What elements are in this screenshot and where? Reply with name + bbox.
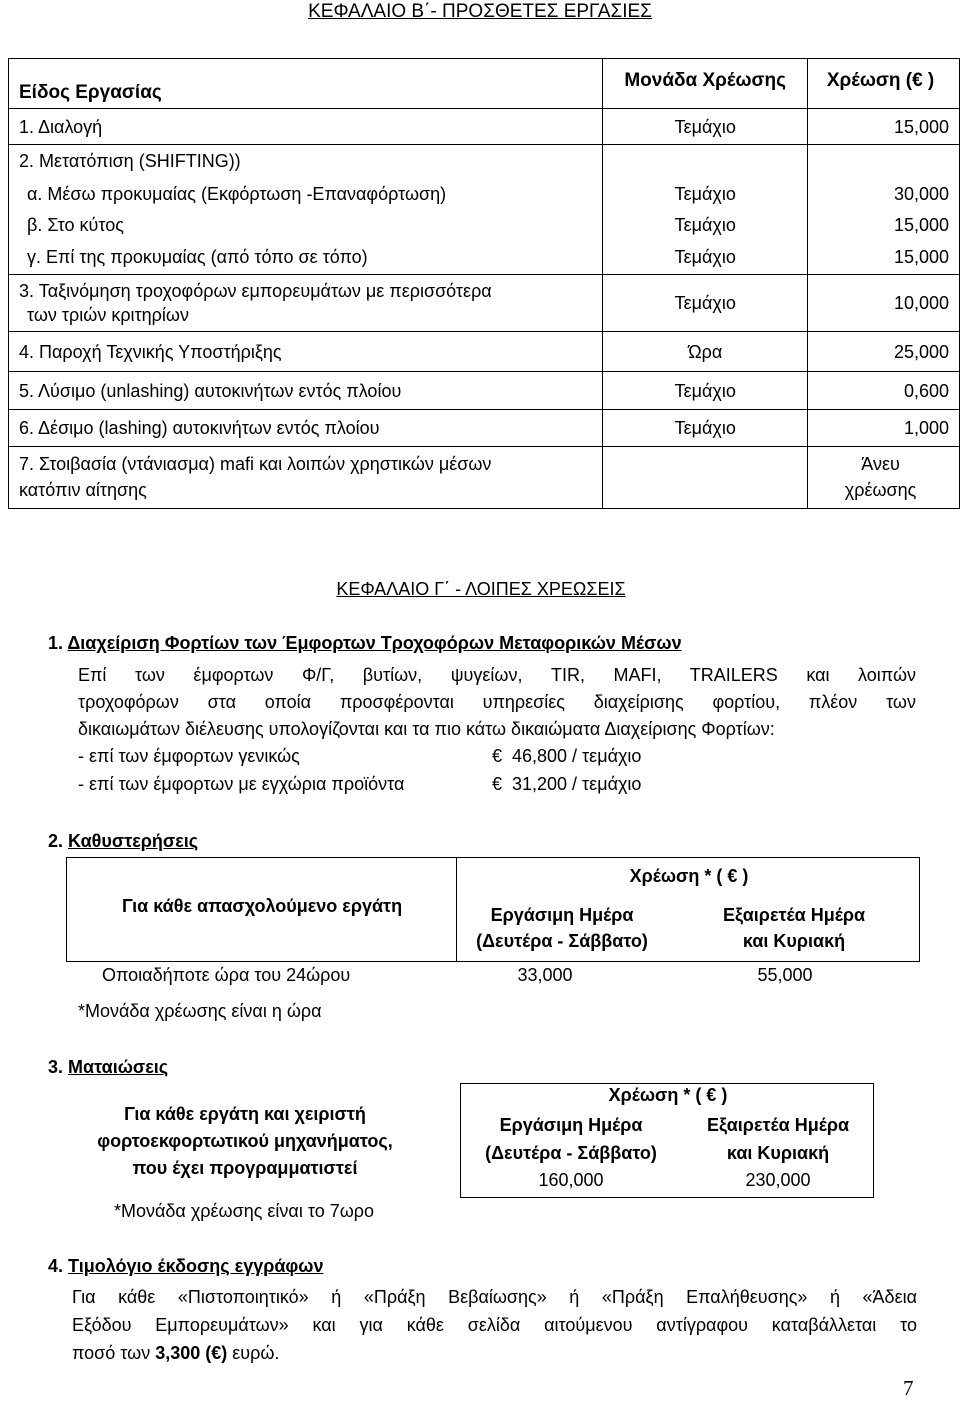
cancellations-value-workday: 160,000 [538, 1170, 604, 1190]
item1-heading-block: 1. Διαχείριση Φορτίων των Έμφορτων Τροχοφόρων Μεταφορικών Μέσων [48, 633, 682, 653]
item1-bullet-value: 31,200 / τεμάχιο [512, 774, 642, 794]
table-row: γ. Επί της προκυμαίας (από τόπο σε τόπο) Τεμάχιο 15,000 [9, 240, 960, 275]
item1-heading: Διαχείριση Φορτίων των Έμφορτων Τροχοφόρων Μεταφορικών Μέσων [67, 633, 682, 653]
delays-note: *Μονάδα χρέωσης είναι η ώρα [78, 1001, 322, 1021]
table-row: 1. Διαλογή Τεμάχιο 15,000 [9, 109, 960, 145]
delays-table-header [66, 857, 920, 962]
cancellations-value-holiday: 230,000 [745, 1170, 811, 1190]
item4-heading: Τιμολόγιο έκδοσης εγγράφων [68, 1256, 324, 1276]
euro-icon: € [492, 746, 503, 766]
item3-heading-block: 3. Ματαιώσεις [48, 1057, 169, 1077]
item1-bullet-value: 46,800 / τεμάχιο [512, 746, 642, 766]
page-number: 7 [903, 1376, 914, 1400]
item3-heading: Ματαιώσεις [68, 1057, 169, 1077]
cancellations-col-holiday: Εξαιρετέα Ημέρα και Κυριακή [706, 1115, 850, 1163]
item1-para-line: δικαιωμάτων διέλευσης υπολογίζονται και τα πιο κάτω δικαιώματα Διαχείρισης Φορτίων: [78, 719, 775, 739]
section-c-title: ΚΕΦΑΛΑΙΟ Γ΄ - ΛΟΙΠΕΣ ΧΡΕΩΣΕΙΣ [336, 579, 626, 599]
cancellations-col-workday: Εργάσιμη Ημέρα (Δευτέρα - Σάββατο) [485, 1115, 657, 1163]
header-work-type: Είδος Εργασίας [9, 59, 603, 109]
item4-heading-block: 4. Τιμολόγιο έκδοσης εγγράφων [48, 1256, 324, 1276]
table-row: 6. Δέσιμο (lashing) αυτοκινήτων εντός πλοίου Τεμάχιο 1,000 [9, 410, 960, 447]
delays-col-workday: Εργάσιμη Ημέρα (Δευτέρα - Σάββατο) [476, 905, 648, 951]
table-row: 4. Παροχή Τεχνικής Υποστήριξης Ώρα 25,000 [9, 332, 960, 372]
header-charge: Χρέωση (€ ) [808, 59, 960, 109]
item1-bullet-label: - επί των έμφορτων με εγχώρια προϊόντα [78, 774, 405, 794]
cancellations-table [460, 1083, 874, 1198]
delays-value-workday: 33,000 [517, 965, 573, 985]
table-row: β. Στο κύτος Τεμάχιο 15,000 [9, 210, 960, 240]
item4-para-line: Για κάθε «Πιστοποιητικό» ή «Πράξη Βεβαίωσης» ή «Πράξη Επαλήθευσης» ή «Άδεια [72, 1287, 917, 1307]
cancellations-row-header: Για κάθε εργάτη και χειριστή φορτοεκφορτωτικού μηχανήματος, που έχει προγραμματιστεί [97, 1104, 393, 1178]
item4-para-line: Εξόδου Εμπορευμάτων» και για κάθε σελίδα αιτούμενου αντίγραφου καταβάλλεται το [72, 1315, 917, 1335]
table-row: 7. Στοιβασία (ντάνιασμα) mafi και λοιπών χρηστικών μέσων κατόπιν αίτησης Άνευ χρέωσης [9, 447, 960, 509]
item2-heading: Καθυστερήσεις [68, 831, 199, 851]
euro-icon: € [492, 774, 503, 794]
item1-bullet-label: - επί των έμφορτων γενικώς [78, 746, 300, 766]
additional-works-table [8, 58, 960, 509]
item1-para-line: τροχοφόρων στα οποία προσφέρονται υπηρεσίες διαχείρισης φορτίου, πλέον των [78, 692, 916, 712]
delays-row-label: Οποιαδήποτε ώρα του 24ώρου [102, 965, 351, 985]
delays-col-holiday: Εξαιρετέα Ημέρα και Κυριακή [722, 905, 866, 951]
item1-para-line: Επί των έμφορτων Φ/Γ, βυτίων, ψυγείων, TIR, MAFI, TRAILERS και λοιπών [78, 665, 916, 685]
delays-row-header: Για κάθε απασχολούμενο εργάτη [121, 896, 403, 916]
table-row: 3. Ταξινόμηση τροχοφόρων εμπορευμάτων με περισσότερα των τριών κριτηρίων Τεμάχιο 10,000 [9, 275, 960, 332]
section-b-title: ΚΕΦΑΛΑΙΟ Β΄- ΠΡΟΣΘΕΤΕΣ ΕΡΓΑΣΙΕΣ [308, 1, 652, 22]
table-row: α. Μέσω προκυμαίας (Εκφόρτωση -Επαναφόρτωση) Τεμάχιο 30,000 [9, 178, 960, 210]
delays-value-holiday: 55,000 [757, 965, 813, 985]
cancellations-charge-header: Χρέωση * ( € ) [608, 1085, 728, 1105]
table-row: 2. Μετατόπιση (SHIFTING)) [9, 145, 960, 178]
table-row: 5. Λύσιμο (unlashing) αυτοκινήτων εντός πλοίου Τεμάχιο 0,600 [9, 372, 960, 410]
delays-charge-header: Χρέωση * ( € ) [629, 866, 749, 886]
fee-amount: 3,300 (€) [155, 1343, 228, 1363]
header-charge-unit: Μονάδα Χρέωσης [603, 59, 808, 109]
cancellations-note: *Μονάδα χρέωσης είναι το 7ωρο [114, 1201, 375, 1221]
item4-para-last: ποσό των 3,300 (€) ευρώ. [72, 1343, 280, 1363]
item2-heading-block: 2. Καθυστερήσεις [48, 831, 199, 851]
